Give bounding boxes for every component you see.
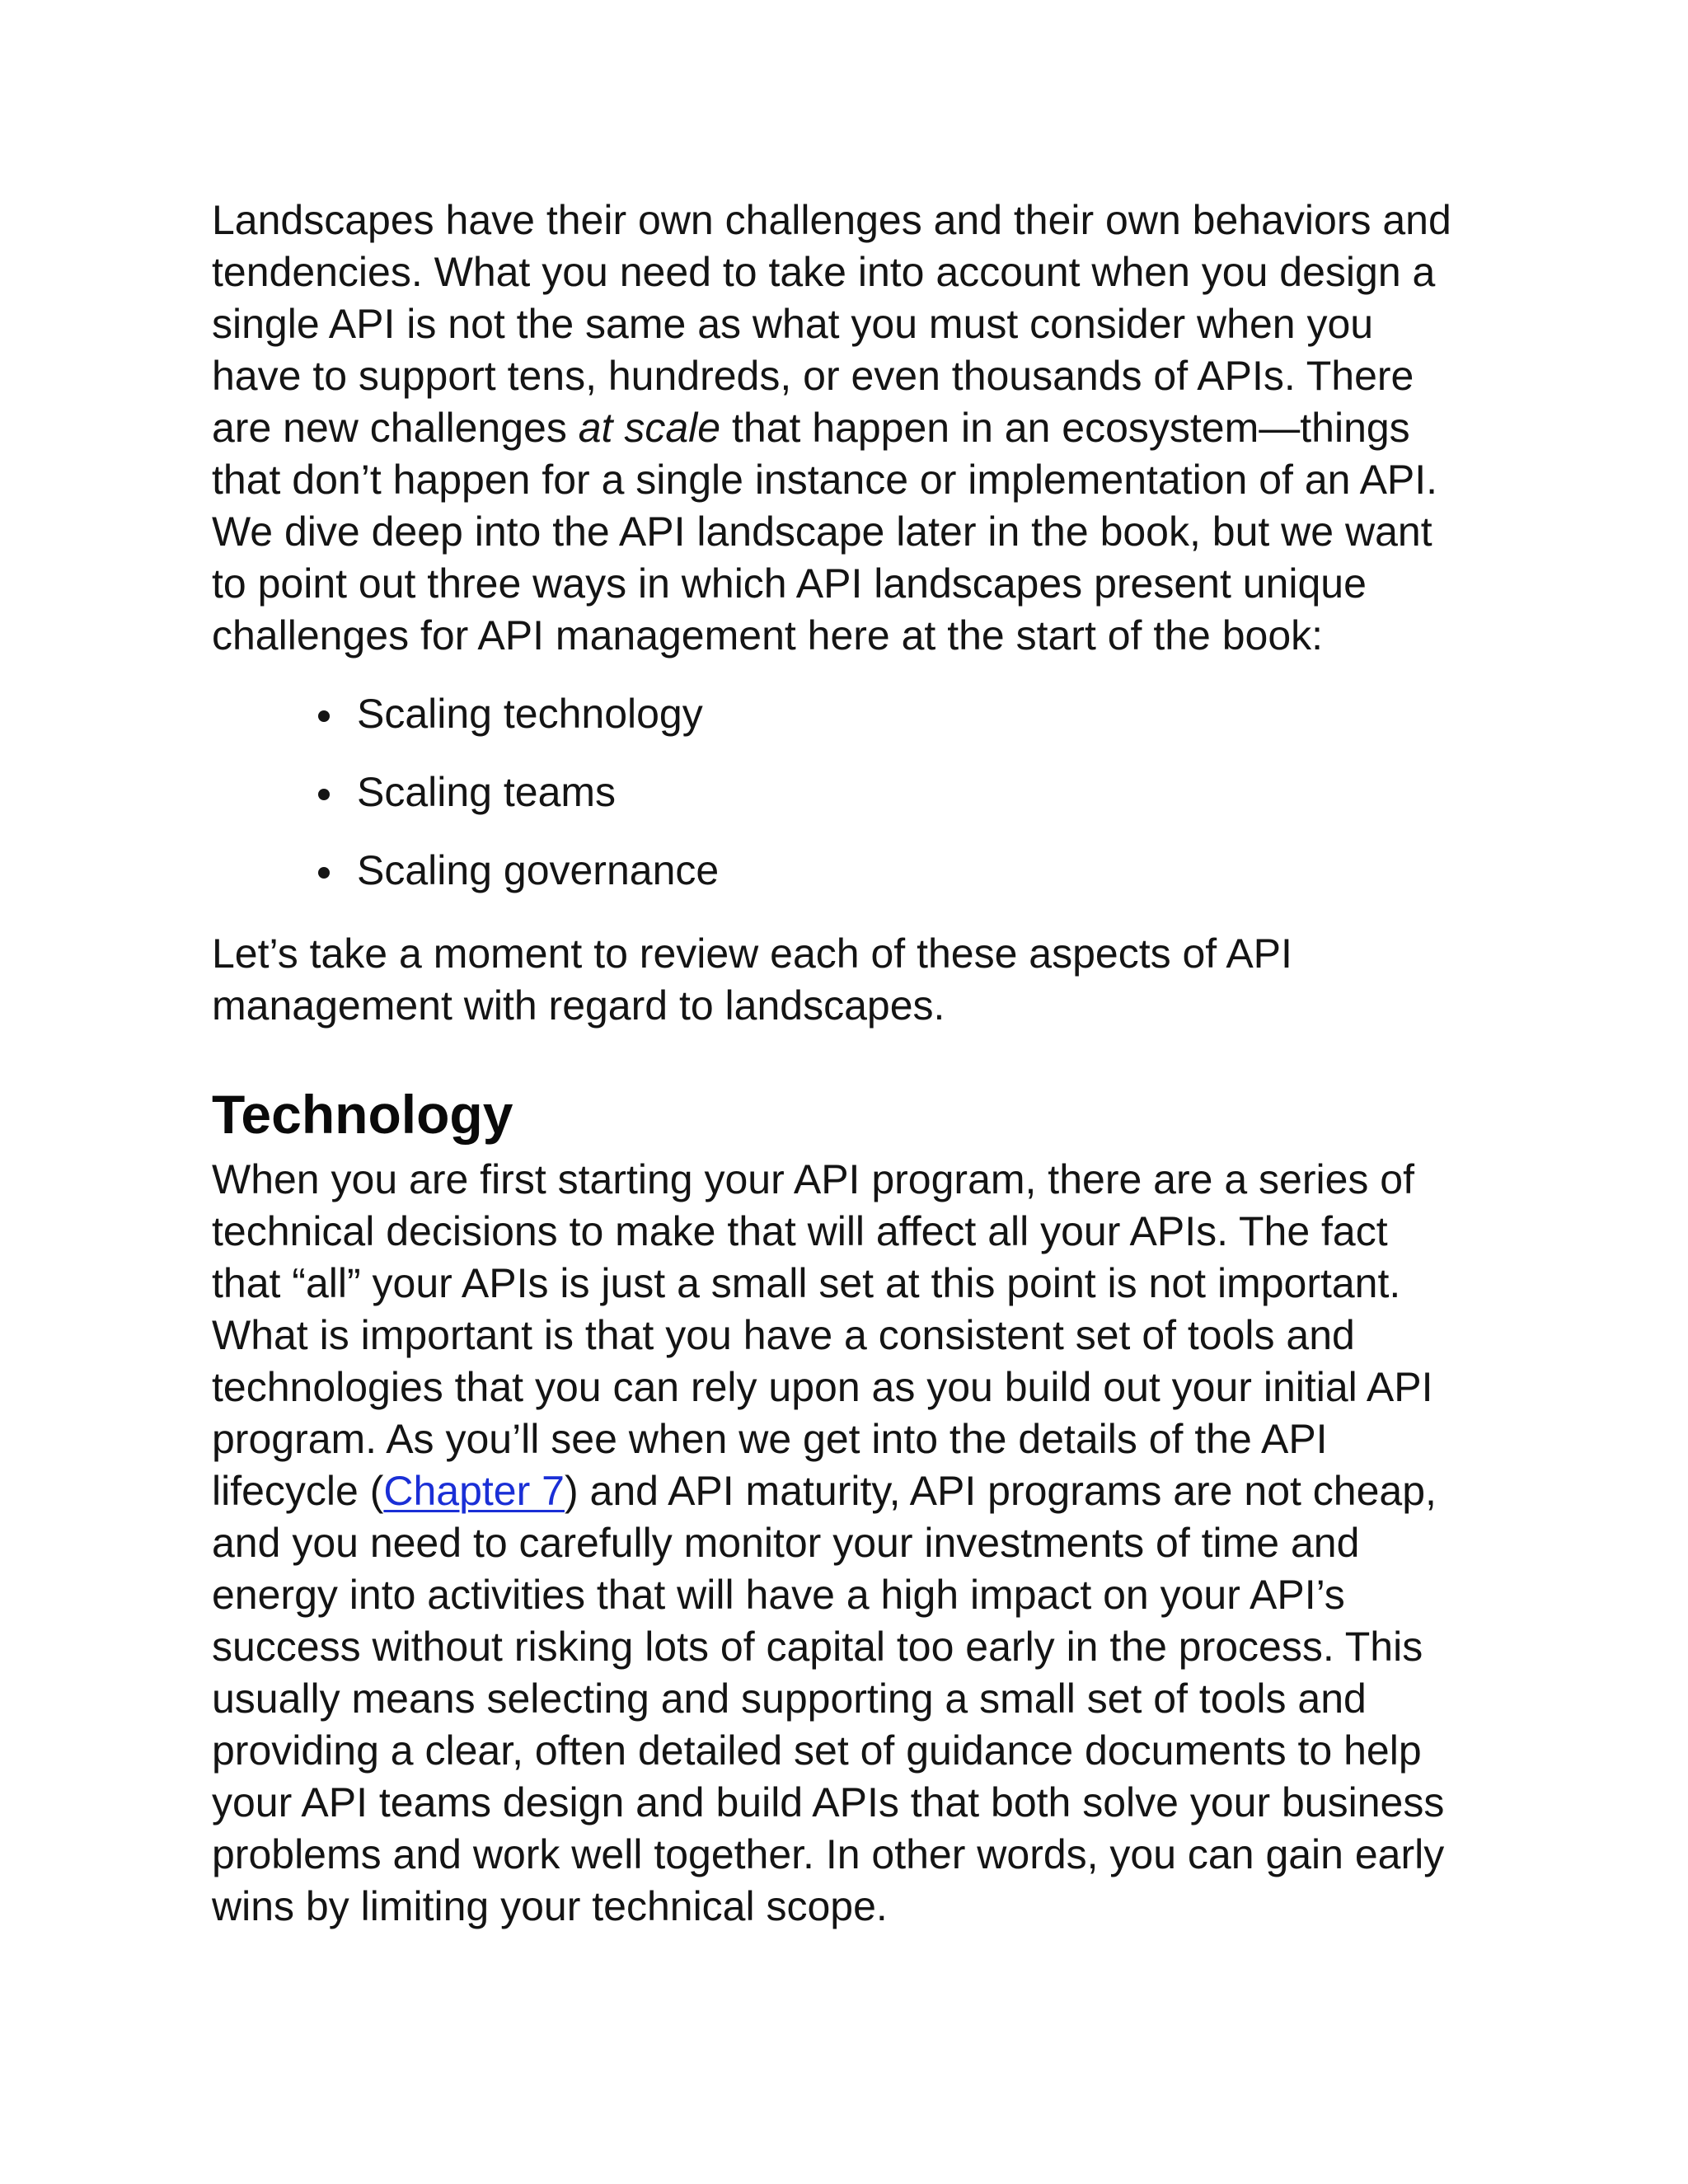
intro-line-6: that don’t happen for a single instance or implementation of an API. bbox=[212, 457, 1438, 503]
link-line-post: ) and API maturity, API programs are not cheap, bbox=[564, 1468, 1437, 1514]
list-item-label: Scaling teams bbox=[357, 769, 617, 815]
intro-line-7: We dive deep into the API landscape later in the book, but we want bbox=[212, 509, 1432, 555]
list-item-label: Scaling governance bbox=[357, 847, 720, 893]
intro-line-3: single API is not the same as what you must consider when you bbox=[212, 301, 1374, 347]
list-item bbox=[212, 688, 1481, 740]
technology-line-12: providing a clear, often detailed set of guidance documents to help bbox=[212, 1727, 1422, 1774]
scaling-list bbox=[212, 688, 1481, 897]
technology-line-8: and you need to carefully monitor your investments of time and bbox=[212, 1520, 1360, 1566]
technology-line-7 bbox=[212, 1465, 1481, 1517]
intro-line-1: Landscapes have their own challenges and their own behaviors and bbox=[212, 197, 1451, 243]
technology-line-2: technical decisions to make that will affect all your APIs. The fact bbox=[212, 1208, 1388, 1254]
intro-line-9: challenges for API management here at the start of the book: bbox=[212, 612, 1324, 658]
document-page bbox=[212, 194, 1481, 1933]
technology-line-3: that “all” your APIs is just a small set at this point is not important. bbox=[212, 1260, 1401, 1306]
intro-line-5-post: that happen in an ecosystem—things bbox=[720, 405, 1410, 451]
intro-line-2: tendencies. What you need to take into account when you design a bbox=[212, 249, 1436, 295]
bullet-icon bbox=[318, 789, 330, 800]
review-line-2: management with regard to landscapes. bbox=[212, 982, 945, 1029]
intro-paragraph bbox=[212, 194, 1481, 662]
intro-emphasis: at scale bbox=[578, 405, 721, 451]
review-line-1: Let’s take a moment to review each of these aspects of API bbox=[212, 930, 1292, 977]
technology-line-10: success without risking lots of capital too early in the process. This bbox=[212, 1624, 1423, 1670]
bullet-icon bbox=[318, 710, 330, 722]
technology-line-9: energy into activities that will have a high impact on your API’s bbox=[212, 1572, 1345, 1618]
list-item-label: Scaling technology bbox=[357, 691, 703, 737]
review-paragraph bbox=[212, 928, 1481, 1032]
intro-line-8: to point out three ways in which API landscapes present unique bbox=[212, 560, 1367, 607]
intro-line-4: have to support tens, hundreds, or even thousands of APIs. There bbox=[212, 353, 1414, 399]
bullet-icon bbox=[318, 867, 330, 879]
technology-paragraph bbox=[212, 1154, 1481, 1933]
intro-line-5-pre: are new challenges bbox=[212, 405, 579, 451]
technology-line-1: When you are first starting your API program, there are a series of bbox=[212, 1156, 1414, 1202]
technology-line-5: technologies that you can rely upon as you build out your initial API bbox=[212, 1364, 1433, 1410]
technology-line-14: problems and work well together. In other words, you can gain early bbox=[212, 1831, 1445, 1877]
section-heading: Technology bbox=[212, 1084, 513, 1145]
technology-line-4: What is important is that you have a consistent set of tools and bbox=[212, 1312, 1355, 1358]
chapter-7-link[interactable]: Chapter 7 bbox=[383, 1468, 565, 1514]
technology-line-11: usually means selecting and supporting a small set of tools and bbox=[212, 1675, 1367, 1722]
technology-line-6: program. As you’ll see when we get into the details of the API bbox=[212, 1416, 1328, 1462]
intro-line-5 bbox=[212, 402, 1481, 454]
technology-line-15: wins by limiting your technical scope. bbox=[212, 1883, 888, 1929]
list-item bbox=[212, 845, 1481, 897]
list-item bbox=[212, 766, 1481, 818]
technology-line-13: your API teams design and build APIs that both solve your business bbox=[212, 1779, 1445, 1825]
link-line-pre: lifecycle ( bbox=[212, 1468, 384, 1514]
